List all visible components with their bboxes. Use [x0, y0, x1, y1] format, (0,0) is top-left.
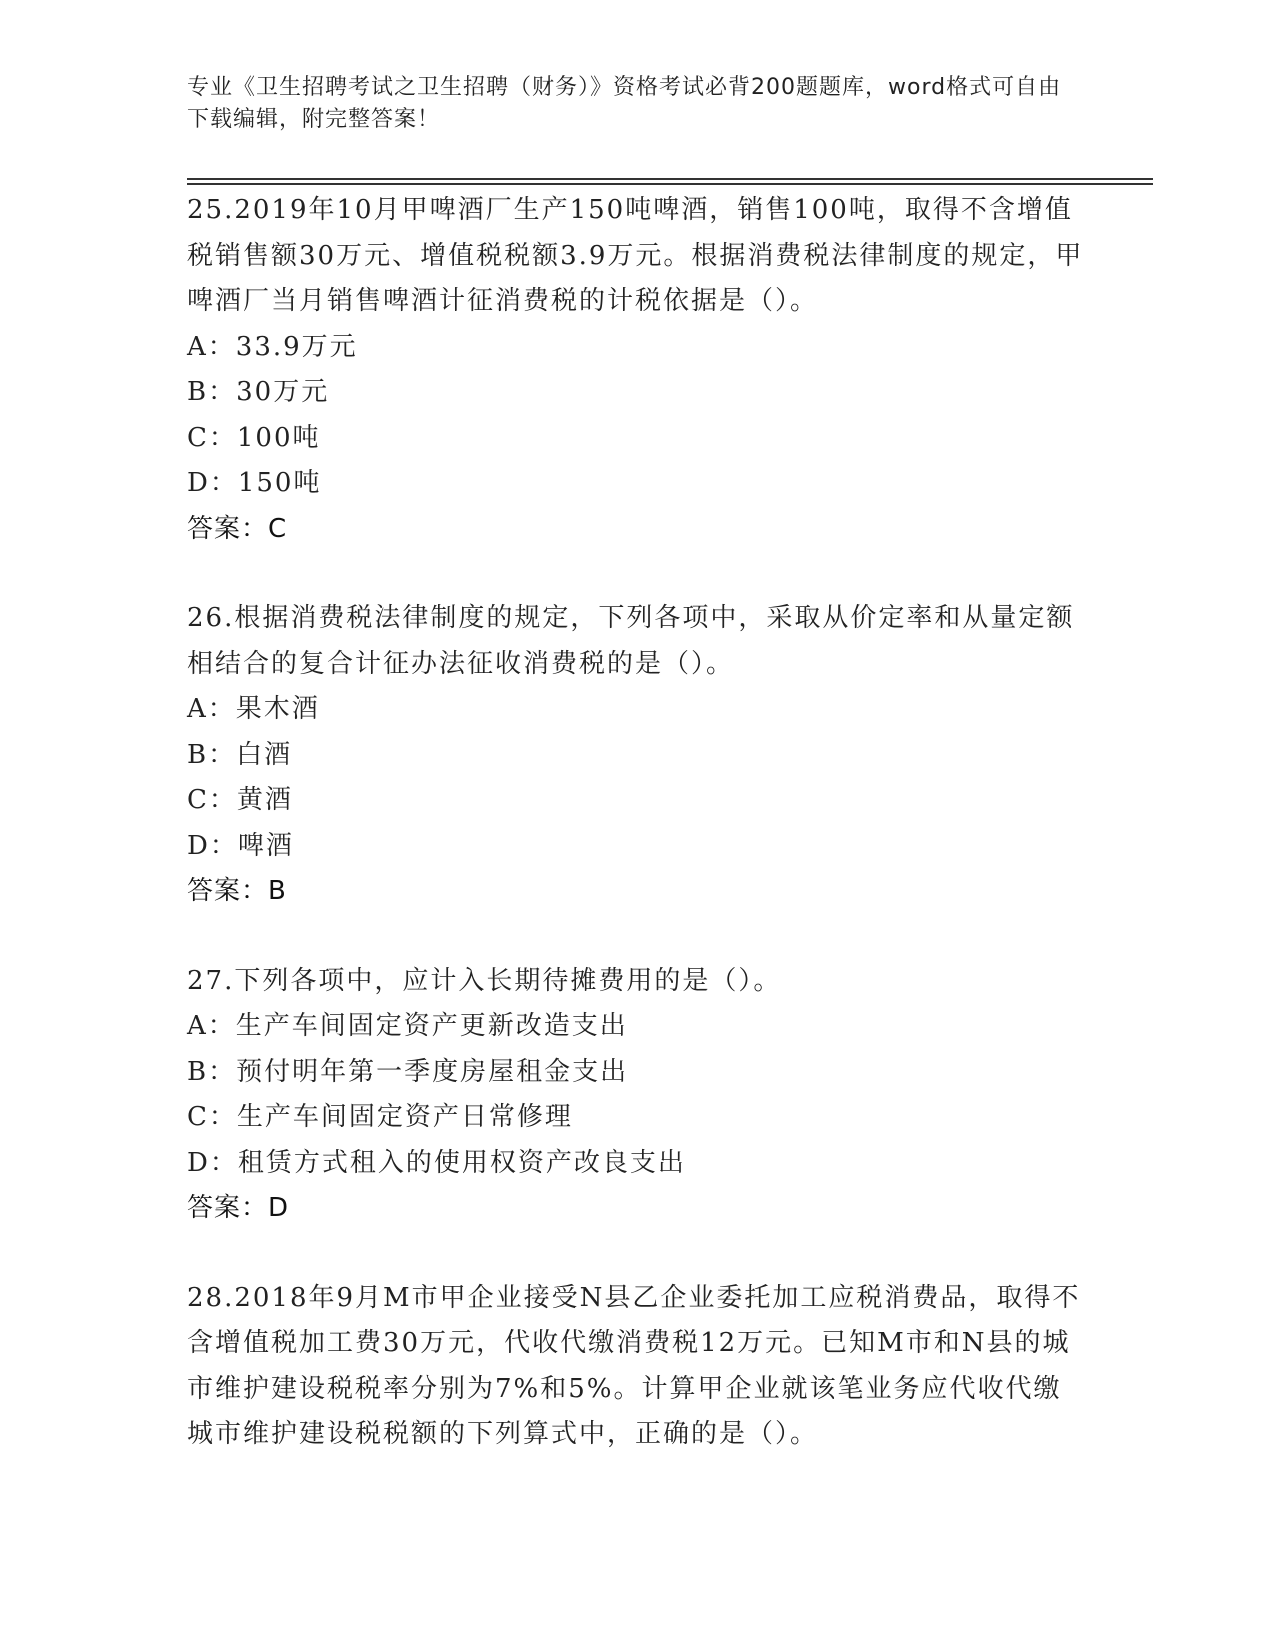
question-26	[187, 596, 1087, 915]
option-b: B：30万元	[187, 377, 330, 407]
answer-line: 答案：B	[187, 876, 287, 906]
question-stem: 27.下列各项中，应计入长期待摊费用的是（）。	[187, 965, 782, 996]
header-intro-text: 专业《卫生招聘考试之卫生招聘（财务）》资格考试必背200题题库，word格式可自由下载编辑，附完整答案！	[187, 75, 1062, 132]
option-c: C：生产车间固定资产日常修理	[187, 1102, 573, 1132]
question-stem: 26.根据消费税法律制度的规定，下列各项中，采取从价定率和从量定额相结合的复合计征办法征收消费税的是（）。	[187, 603, 1075, 679]
question-25	[187, 188, 1087, 552]
option-d: D：租赁方式租入的使用权资产改良支出	[187, 1147, 686, 1178]
question-28	[187, 1276, 1087, 1458]
document-header	[187, 72, 1067, 136]
answer-line: 答案：D	[187, 1193, 290, 1223]
header-divider-top	[187, 178, 1153, 180]
option-c: C：100吨	[187, 422, 321, 453]
header-divider-bottom	[187, 183, 1153, 185]
question-list	[187, 188, 1087, 1502]
option-b: B：预付明年第一季度房屋租金支出	[187, 1056, 629, 1087]
option-b: B：白酒	[187, 739, 293, 770]
question-27	[187, 959, 1087, 1232]
option-a: A：果木酒	[187, 694, 320, 724]
option-d: D：150吨	[187, 468, 322, 498]
question-stem: 28.2018年9月M市甲企业接受N县乙企业委托加工应税消费品，取得不含增值税加工费30万元，代收代缴消费税12万元。已知M市和N县的城市维护建设税税率分别为7%和5%。计算甲企业就该笔业务应代收代缴城市维护建设税税额的下列算式中，正确的是（）。	[187, 1282, 1081, 1449]
option-c: C：黄酒	[187, 785, 293, 815]
question-stem: 25.2019年10月甲啤酒厂生产150吨啤酒，销售100吨，取得不含增值税销售额30万元、增值税税额3.9万元。根据消费税法律制度的规定，甲啤酒厂当月销售啤酒计征消费税的计税依据是（）。	[187, 195, 1084, 316]
option-d: D：啤酒	[187, 830, 294, 861]
answer-line: 答案：C	[187, 513, 288, 544]
option-a: A：33.9万元	[187, 331, 358, 362]
option-a: A：生产车间固定资产更新改造支出	[187, 1011, 628, 1041]
